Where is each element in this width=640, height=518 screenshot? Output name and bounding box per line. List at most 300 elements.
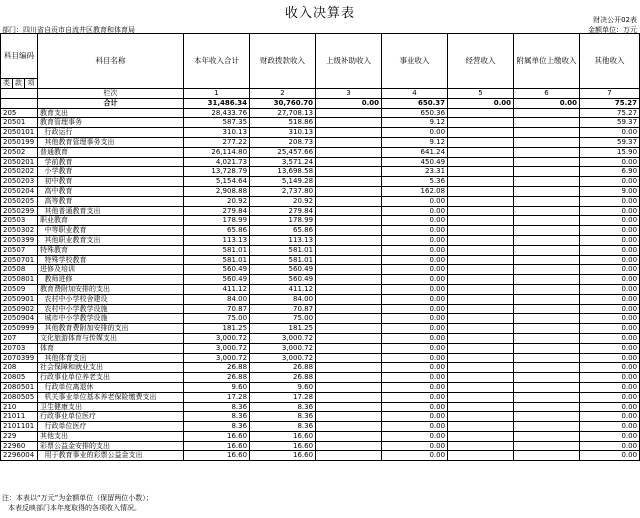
amount-cell: 0.00: [580, 373, 640, 383]
table-row: [1, 235, 640, 245]
subject-code: 20507: [1, 245, 38, 255]
amount-cell: 650.36: [382, 108, 448, 118]
amount-cell: 0.00: [580, 422, 640, 432]
amount-cell: [316, 128, 382, 138]
subject-name: 农村中小学教学设施: [38, 304, 184, 314]
amount-cell: 8.36: [184, 412, 250, 422]
amount-cell: 0.00: [382, 255, 448, 265]
amount-cell: 0.00: [382, 284, 448, 294]
table-row: [1, 157, 640, 167]
amount-cell: [448, 324, 514, 334]
subject-name: 机关事业单位基本养老保险缴费支出: [38, 392, 184, 402]
amount-cell: [448, 118, 514, 128]
amount-cell: [448, 167, 514, 177]
amount-cell: 0.00: [580, 431, 640, 441]
amount-cell: 20.92: [250, 196, 316, 206]
total-value: 30,760.70: [250, 98, 316, 108]
subject-code: 20502: [1, 147, 38, 157]
amount-cell: 15.90: [580, 147, 640, 157]
amount-cell: [514, 186, 580, 196]
amount-cell: 0.00: [580, 412, 640, 422]
amount-cell: [316, 196, 382, 206]
amount-cell: 0.00: [382, 333, 448, 343]
total-value: 0.00: [316, 98, 382, 108]
subject-name: 中等职业教育: [38, 226, 184, 236]
subject-name: 高等教育: [38, 196, 184, 206]
amount-cell: [448, 294, 514, 304]
amount-cell: 13,728.79: [184, 167, 250, 177]
amount-cell: 3,000.72: [184, 343, 250, 353]
amount-cell: 560.49: [250, 275, 316, 285]
amount-cell: 2,908.88: [184, 186, 250, 196]
amount-cell: [316, 157, 382, 167]
table-row: [1, 245, 640, 255]
subject-name: 普通教育: [38, 147, 184, 157]
amount-cell: 581.01: [184, 255, 250, 265]
amount-cell: [514, 304, 580, 314]
subject-code: 2050902: [1, 304, 38, 314]
amount-cell: 84.00: [184, 294, 250, 304]
column-index-1: 1: [184, 89, 250, 99]
subject-name: 文化旅游体育与传媒支出: [38, 333, 184, 343]
subject-name: 城市中小学教学设施: [38, 314, 184, 324]
subject-name: 教育管理事务: [38, 118, 184, 128]
total-value: 0.00: [514, 98, 580, 108]
col-header-total-income: 本年收入合计: [184, 34, 250, 89]
subject-code: 210: [1, 402, 38, 412]
amount-cell: 0.00: [382, 422, 448, 432]
table-row: [1, 314, 640, 324]
subject-code: 21011: [1, 412, 38, 422]
subject-name: 其他普通教育支出: [38, 206, 184, 216]
amount-cell: [514, 157, 580, 167]
subject-code: 2050399: [1, 235, 38, 245]
amount-cell: 411.12: [184, 284, 250, 294]
amount-cell: 8.36: [250, 422, 316, 432]
table-row: [1, 324, 640, 334]
amount-cell: 3,000.72: [184, 353, 250, 363]
subject-name: 其他体育支出: [38, 353, 184, 363]
subject-name: 其他支出: [38, 431, 184, 441]
amount-cell: 75.00: [250, 314, 316, 324]
amount-cell: 0.00: [382, 235, 448, 245]
amount-cell: 25,457.66: [250, 147, 316, 157]
amount-cell: [316, 235, 382, 245]
amount-cell: [448, 363, 514, 373]
amount-cell: [448, 431, 514, 441]
column-index-row: [1, 89, 640, 99]
amount-cell: 0.00: [580, 177, 640, 187]
subject-code: 20509: [1, 284, 38, 294]
subject-code: 2050202: [1, 167, 38, 177]
col-header-superior-subsidy: 上级补助收入: [316, 34, 382, 89]
amount-cell: 0.00: [580, 226, 640, 236]
amount-cell: 0.00: [382, 431, 448, 441]
amount-cell: [316, 118, 382, 128]
amount-cell: 0.00: [382, 275, 448, 285]
subject-name: 行政事业单位医疗: [38, 412, 184, 422]
amount-cell: [448, 157, 514, 167]
subject-name: 职业教育: [38, 216, 184, 226]
table-row: [1, 284, 640, 294]
amount-cell: 560.49: [184, 275, 250, 285]
amount-cell: [316, 392, 382, 402]
subject-name: 其他教育管理事务支出: [38, 137, 184, 147]
amount-cell: [448, 353, 514, 363]
amount-cell: 9.12: [382, 118, 448, 128]
subject-code: 2070399: [1, 353, 38, 363]
amount-cell: [514, 373, 580, 383]
subject-code: 229: [1, 431, 38, 441]
amount-cell: 0.00: [382, 314, 448, 324]
amount-cell: 581.01: [250, 255, 316, 265]
subject-code: 20805: [1, 373, 38, 383]
subject-name: 特殊学校教育: [38, 255, 184, 265]
amount-cell: [316, 265, 382, 275]
amount-cell: [514, 431, 580, 441]
unit-label: 金额单位：万元: [588, 26, 637, 34]
amount-cell: 0.00: [382, 265, 448, 275]
amount-cell: 4,021.73: [184, 157, 250, 167]
amount-cell: [448, 147, 514, 157]
amount-cell: 17.28: [250, 392, 316, 402]
subject-name: 教育支出: [38, 108, 184, 118]
amount-cell: [316, 304, 382, 314]
table-row: [1, 343, 640, 353]
amount-cell: [448, 412, 514, 422]
amount-cell: [316, 373, 382, 383]
amount-cell: 310.13: [250, 128, 316, 138]
column-index-7: 7: [580, 89, 640, 99]
amount-cell: 3,571.24: [250, 157, 316, 167]
subject-name: 行政事业单位养老支出: [38, 373, 184, 383]
amount-cell: [448, 392, 514, 402]
subject-name: 行政单位离退休: [38, 382, 184, 392]
amount-cell: 0.00: [382, 373, 448, 383]
amount-cell: 0.00: [382, 382, 448, 392]
amount-cell: 9.00: [580, 186, 640, 196]
amount-cell: [514, 206, 580, 216]
subject-name: 教师进修: [38, 275, 184, 285]
amount-cell: [514, 324, 580, 334]
amount-cell: 0.00: [580, 265, 640, 275]
amount-cell: 3,000.72: [250, 333, 316, 343]
amount-cell: 59.37: [580, 118, 640, 128]
amount-cell: [514, 167, 580, 177]
column-index-6: 6: [514, 89, 580, 99]
amount-cell: [448, 137, 514, 147]
amount-cell: [448, 216, 514, 226]
subject-code: 2050801: [1, 275, 38, 285]
amount-cell: 75.27: [580, 108, 640, 118]
amount-cell: 5,149.28: [250, 177, 316, 187]
subject-code: 2050999: [1, 324, 38, 334]
amount-cell: [316, 108, 382, 118]
table-row: [1, 275, 640, 285]
amount-cell: [514, 118, 580, 128]
subject-code: 2296004: [1, 451, 38, 461]
table-row: [1, 412, 640, 422]
amount-cell: 208.73: [250, 137, 316, 147]
amount-cell: 75.00: [184, 314, 250, 324]
amount-cell: [514, 128, 580, 138]
table-row: [1, 441, 640, 451]
amount-cell: 279.84: [184, 206, 250, 216]
table-row: [1, 186, 640, 196]
amount-cell: 0.00: [382, 451, 448, 461]
amount-cell: [514, 353, 580, 363]
subject-name: 社会保障和就业支出: [38, 363, 184, 373]
amount-cell: 0.00: [382, 343, 448, 353]
amount-cell: [316, 343, 382, 353]
column-index-5: 5: [448, 89, 514, 99]
amount-cell: [316, 226, 382, 236]
footer-note-1: 注：本表以“万元”为金额单位（保留两位小数）；: [2, 494, 153, 502]
subject-name: 彩票公益金安排的支出: [38, 441, 184, 451]
footer-notes: [2, 493, 153, 513]
amount-cell: [514, 196, 580, 206]
amount-cell: [316, 333, 382, 343]
amount-cell: [448, 451, 514, 461]
total-row: [1, 98, 640, 108]
amount-cell: [316, 422, 382, 432]
amount-cell: [514, 275, 580, 285]
amount-cell: 581.01: [250, 245, 316, 255]
amount-cell: [448, 422, 514, 432]
subject-code: 2050201: [1, 157, 38, 167]
table-row: [1, 265, 640, 275]
table-row: [1, 402, 640, 412]
amount-cell: [448, 196, 514, 206]
amount-cell: [514, 363, 580, 373]
amount-cell: [316, 314, 382, 324]
amount-cell: 113.13: [184, 235, 250, 245]
amount-cell: 450.49: [382, 157, 448, 167]
amount-cell: 0.00: [580, 128, 640, 138]
total-value: 0.00: [448, 98, 514, 108]
subject-code: 20501: [1, 118, 38, 128]
amount-cell: 59.37: [580, 137, 640, 147]
amount-cell: [316, 451, 382, 461]
amount-cell: [514, 333, 580, 343]
col-header-class: 类: [1, 79, 13, 89]
subject-code: 2050701: [1, 255, 38, 265]
amount-cell: [514, 226, 580, 236]
amount-cell: 6.90: [580, 167, 640, 177]
amount-cell: [316, 294, 382, 304]
subject-code: 2050901: [1, 294, 38, 304]
amount-cell: [448, 265, 514, 275]
amount-cell: 0.00: [580, 304, 640, 314]
amount-cell: 113.13: [250, 235, 316, 245]
amount-cell: 0.00: [580, 275, 640, 285]
amount-cell: [514, 108, 580, 118]
amount-cell: 0.00: [580, 157, 640, 167]
amount-cell: [316, 206, 382, 216]
amount-cell: 162.08: [382, 186, 448, 196]
amount-cell: 5,154.64: [184, 177, 250, 187]
amount-cell: 8.36: [184, 422, 250, 432]
amount-cell: 518.86: [250, 118, 316, 128]
subject-code: 208: [1, 363, 38, 373]
subject-code: 2050299: [1, 206, 38, 216]
total-value: 75.27: [580, 98, 640, 108]
subject-code: 205: [1, 108, 38, 118]
amount-cell: 26.88: [250, 373, 316, 383]
amount-cell: 3,000.72: [250, 353, 316, 363]
amount-cell: [448, 275, 514, 285]
amount-cell: 0.00: [580, 216, 640, 226]
amount-cell: 0.00: [382, 304, 448, 314]
amount-cell: 560.49: [184, 265, 250, 275]
amount-cell: 26.88: [250, 363, 316, 373]
amount-cell: 560.49: [250, 265, 316, 275]
amount-cell: 17.28: [184, 392, 250, 402]
amount-cell: [316, 167, 382, 177]
amount-cell: [448, 245, 514, 255]
amount-cell: 70.87: [250, 304, 316, 314]
amount-cell: 84.00: [250, 294, 316, 304]
amount-cell: 581.01: [184, 245, 250, 255]
amount-cell: 8.36: [184, 402, 250, 412]
subject-code: 22960: [1, 441, 38, 451]
subject-code: 20703: [1, 343, 38, 353]
amount-cell: 27,708.13: [250, 108, 316, 118]
total-label: 合计: [38, 98, 184, 108]
amount-cell: [316, 324, 382, 334]
col-header-section: 款: [13, 79, 25, 89]
amount-cell: [514, 392, 580, 402]
amount-cell: 0.00: [580, 255, 640, 265]
subject-code: 2050904: [1, 314, 38, 324]
table-row: [1, 255, 640, 265]
amount-cell: 65.86: [250, 226, 316, 236]
amount-cell: 310.13: [184, 128, 250, 138]
amount-cell: 0.00: [382, 226, 448, 236]
table-row: [1, 177, 640, 187]
amount-cell: [514, 284, 580, 294]
amount-cell: 13,698.58: [250, 167, 316, 177]
table-row: [1, 128, 640, 138]
subject-name: 学前教育: [38, 157, 184, 167]
amount-cell: 16.60: [250, 441, 316, 451]
subject-code: 2050302: [1, 226, 38, 236]
amount-cell: 0.00: [580, 245, 640, 255]
amount-cell: [316, 353, 382, 363]
amount-cell: 0.00: [382, 196, 448, 206]
amount-cell: 65.86: [184, 226, 250, 236]
table-row: [1, 226, 640, 236]
amount-cell: 0.00: [580, 333, 640, 343]
amount-cell: [448, 333, 514, 343]
table-row: [1, 216, 640, 226]
amount-cell: 28,433.76: [184, 108, 250, 118]
amount-cell: [514, 412, 580, 422]
amount-cell: 0.00: [580, 324, 640, 334]
table-row: [1, 422, 640, 432]
amount-cell: 26.88: [184, 373, 250, 383]
amount-cell: 3,000.72: [184, 333, 250, 343]
table-row: [1, 304, 640, 314]
amount-cell: [514, 451, 580, 461]
amount-cell: [316, 441, 382, 451]
report-code: 财决公开02表: [593, 16, 637, 24]
amount-cell: 0.00: [580, 392, 640, 402]
subject-name: 高中教育: [38, 186, 184, 196]
amount-cell: 23.31: [382, 167, 448, 177]
table-row: [1, 333, 640, 343]
amount-cell: 0.00: [382, 363, 448, 373]
amount-cell: [316, 147, 382, 157]
amount-cell: [448, 177, 514, 187]
amount-cell: 0.00: [382, 245, 448, 255]
amount-cell: 26.88: [184, 363, 250, 373]
subject-name: 其他职业教育支出: [38, 235, 184, 245]
amount-cell: [514, 265, 580, 275]
amount-cell: [448, 382, 514, 392]
table-row: [1, 294, 640, 304]
amount-cell: 0.00: [580, 402, 640, 412]
amount-cell: [448, 373, 514, 383]
amount-cell: 16.60: [250, 451, 316, 461]
subject-code: 2080501: [1, 382, 38, 392]
amount-cell: [514, 441, 580, 451]
column-index-3: 3: [316, 89, 382, 99]
amount-cell: 16.60: [184, 451, 250, 461]
amount-cell: [316, 402, 382, 412]
col-header-business-income: 事业收入: [382, 34, 448, 89]
table-row: [1, 382, 640, 392]
footer-note-2: 本表反映部门本年度取得的各项收入情况。: [8, 504, 141, 512]
amount-cell: [316, 382, 382, 392]
subject-name: 小学教育: [38, 167, 184, 177]
amount-cell: 0.00: [382, 392, 448, 402]
amount-cell: [514, 294, 580, 304]
subject-name: 特殊教育: [38, 245, 184, 255]
amount-cell: [316, 255, 382, 265]
total-value: 31,486.34: [184, 98, 250, 108]
amount-cell: [448, 226, 514, 236]
amount-cell: [514, 402, 580, 412]
amount-cell: [316, 216, 382, 226]
amount-cell: 0.00: [580, 284, 640, 294]
amount-cell: [316, 275, 382, 285]
table-row: [1, 353, 640, 363]
amount-cell: 9.12: [382, 137, 448, 147]
subject-name: 行政单位医疗: [38, 422, 184, 432]
amount-cell: 26,114.80: [184, 147, 250, 157]
col-header-name: 科目名称: [38, 34, 184, 89]
amount-cell: 587.35: [184, 118, 250, 128]
amount-cell: 8.36: [250, 412, 316, 422]
amount-cell: [514, 137, 580, 147]
amount-cell: 0.00: [382, 216, 448, 226]
amount-cell: 0.00: [382, 206, 448, 216]
col-header-affiliate-income: 附属单位上缴收入: [514, 34, 580, 89]
col-header-operating-income: 经营收入: [448, 34, 514, 89]
amount-cell: [316, 245, 382, 255]
col-header-other-income: 其他收入: [580, 34, 640, 89]
subject-code: 20508: [1, 265, 38, 275]
amount-cell: [514, 216, 580, 226]
amount-cell: [448, 108, 514, 118]
amount-cell: 0.00: [580, 314, 640, 324]
amount-cell: [316, 186, 382, 196]
col-header-fiscal-income: 财政拨款收入: [250, 34, 316, 89]
amount-cell: 16.60: [250, 431, 316, 441]
amount-cell: [514, 343, 580, 353]
amount-cell: 9.60: [184, 382, 250, 392]
